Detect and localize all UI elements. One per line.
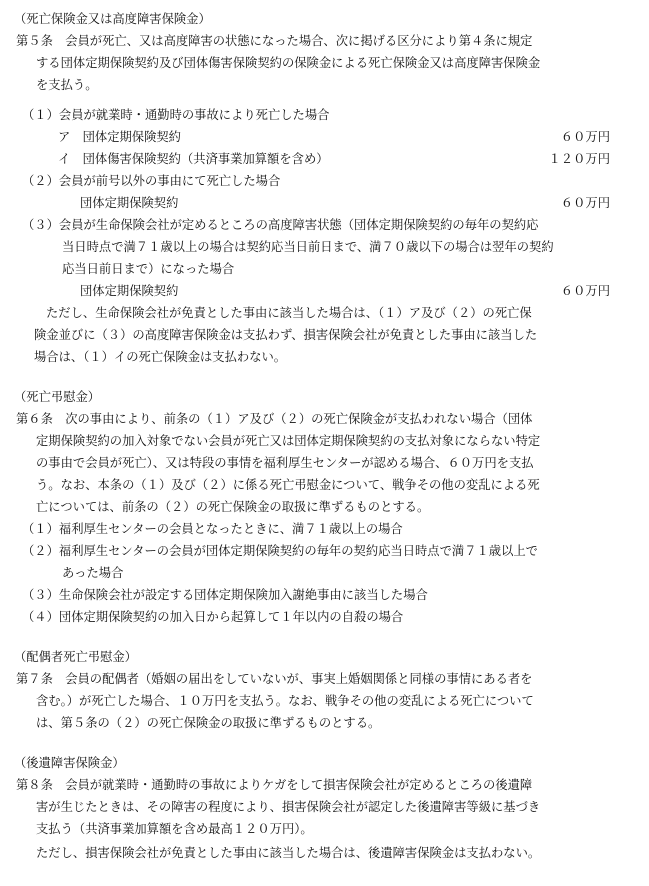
article-text: 第８条 会員が就業時・通勤時の事故によりケガをして損害保険会社が定めるところの後遺障 <box>16 778 533 792</box>
section-heading: （死亡弔慰金） <box>14 390 101 404</box>
article-text: 定期保険契約の加入対象でない会員が死亡又は団体定期保険契約の支払対象にならない特定 <box>36 434 541 448</box>
list-subitem: イ 団体傷害保険契約（共済事業加算額を含め） <box>58 152 329 166</box>
amount-value: ６０万円 <box>560 130 610 144</box>
section-heading: （配偶者死亡弔慰金） <box>14 650 137 664</box>
article-text: 害が生じたときは、その障害の程度により、損害保険会社が認定した後遺障害等級に基づき <box>36 800 541 814</box>
list-item-cont: あった場合 <box>62 566 124 580</box>
proviso-text: ただし、生命保険会社が免責とした事由に該当した場合は、（１）ア及び（２）の死亡保 <box>46 306 532 320</box>
proviso-text: 場合は、（１）イの死亡保険金は支払わない。 <box>34 350 287 364</box>
list-item-cont: 応当日前日まで）になった場合 <box>62 262 235 276</box>
article-text: う。なお、本条の（１）及び（２）に係る死亡弔慰金について、戦争その他の変乱による死 <box>36 478 540 492</box>
section-heading: （死亡保険金又は高度障害保険金） <box>14 12 211 26</box>
article-text: を支払う。 <box>36 78 98 92</box>
list-subitem: ア 団体定期保険契約 <box>58 130 181 144</box>
list-item-cont: 当日時点で満７１歳以上の場合は契約応当日前日まで、満７０歳以下の場合は翌年の契約 <box>62 240 554 254</box>
amount-value: ６０万円 <box>560 196 610 210</box>
list-item: （２）福利厚生センターの会員が団体定期保険契約の毎年の契約応当日時点で満７１歳以上で <box>22 544 538 558</box>
amount-value: ６０万円 <box>560 284 610 298</box>
article-text: の事由で会員が死亡）、又は特段の事情を福利厚生センターが認める場合、６０万円を支払 <box>36 456 534 470</box>
amount-value: １２０万円 <box>548 152 610 166</box>
article-text: 亡については、前条の（２）の死亡保険金の取扱に準ずるものとする。 <box>36 500 430 514</box>
list-item: （２）会員が前号以外の事由にて死亡した場合 <box>22 174 281 188</box>
list-subitem: 団体定期保険契約 <box>80 196 179 210</box>
proviso-text: 険金並びに（３）の高度障害保険金は支払わず、損害保険会社が免責とした事由に該当した <box>34 328 538 342</box>
article-text: 第６条 次の事由により、前条の（１）ア及び（２）の死亡保険金が支払われない場合（団体 <box>16 412 533 426</box>
list-item: （４）団体定期保険契約の加入日から起算して１年以内の自殺の場合 <box>22 610 404 624</box>
article-text: 含む。）が死亡した場合、１０万円を支払う。なお、戦争その他の変乱による死亡について <box>36 694 534 708</box>
list-item: （１）会員が就業時・通勤時の事故により死亡した場合 <box>22 108 330 122</box>
list-item: （１）福利厚生センターの会員となったときに、満７１歳以上の場合 <box>22 522 403 536</box>
article-text: 第５条 会員が死亡、又は高度障害の状態になった場合、次に掲げる区分により第４条に規定 <box>16 34 533 48</box>
list-item: （３）生命保険会社が設定する団体定期保険加入謝絶事由に該当した場合 <box>22 588 428 602</box>
list-subitem: 団体定期保険契約 <box>80 284 179 298</box>
section-heading: （後遺障害保険金） <box>14 756 125 770</box>
article-text: 支払う（共済事業加算額を含め最高１２０万円）。 <box>36 822 313 836</box>
article-text: する団体定期保険契約及び団体傷害保険契約の保険金による死亡保険金又は高度障害保険金 <box>36 56 541 70</box>
article-text: 第７条 会員の配偶者（婚姻の届出をしていないが、事実上婚姻関係と同様の事情にある者を <box>16 672 533 686</box>
article-text: は、第５条の（２）の死亡保険金の取扱に準ずるものとする。 <box>36 716 381 730</box>
list-item: （３）会員が生命保険会社が定めるところの高度障害状態（団体定期保険契約の毎年の契約応 <box>22 218 539 232</box>
proviso-text: ただし、損害保険会社が免責とした事由に該当した場合は、後遺障害保険金は支払わない。 <box>36 846 541 860</box>
